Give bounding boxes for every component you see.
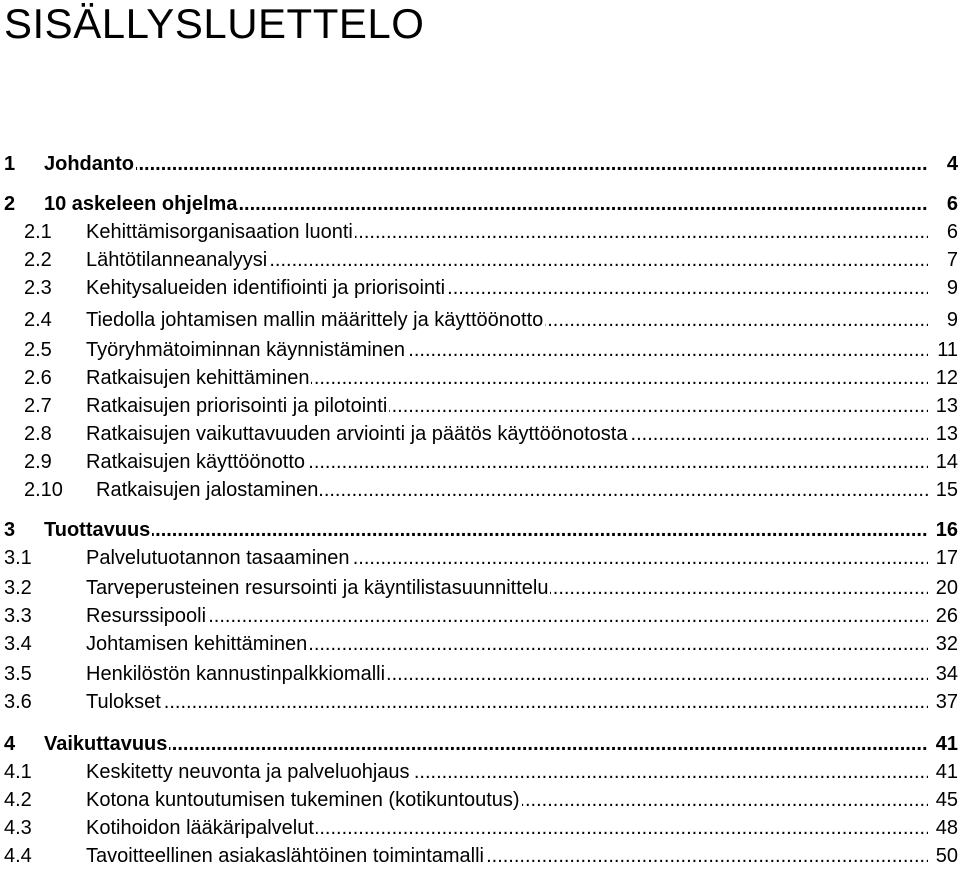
toc-number: 2.8 bbox=[24, 423, 52, 445]
toc-number: 1 bbox=[4, 153, 16, 175]
toc-page-number: 50 bbox=[934, 842, 958, 870]
toc-number: 2.6 bbox=[24, 367, 52, 389]
toc-title: Resurssipooli bbox=[86, 605, 207, 627]
toc-title: Kehittämisorganisaation luonti bbox=[86, 221, 353, 243]
toc-page-number: 13 bbox=[934, 392, 958, 420]
toc-entry[interactable] bbox=[0, 392, 958, 420]
toc-entry[interactable] bbox=[0, 364, 958, 392]
toc-entry[interactable] bbox=[0, 574, 958, 602]
toc-number: 4.4 bbox=[4, 845, 32, 867]
toc-page-number: 41 bbox=[934, 730, 958, 758]
toc-entry[interactable] bbox=[0, 630, 958, 658]
toc-entry[interactable] bbox=[0, 246, 958, 274]
toc-entry[interactable] bbox=[0, 688, 958, 716]
toc-entry[interactable] bbox=[0, 150, 958, 178]
toc-number: 4.1 bbox=[4, 761, 32, 783]
toc-title: Tiedolla johtamisen mallin määrittely ja käyttöönotto bbox=[86, 309, 544, 331]
toc-page-number: 20 bbox=[934, 574, 958, 602]
toc-title: Johdanto bbox=[44, 153, 134, 175]
toc-page-number: 15 bbox=[934, 476, 958, 504]
toc-title: Työryhmätoiminnan käynnistäminen bbox=[86, 339, 406, 361]
toc-page-number: 11 bbox=[935, 336, 958, 364]
toc-number: 2.9 bbox=[24, 451, 52, 473]
toc-title: 10 askeleen ohjelma bbox=[44, 193, 238, 215]
toc-number: 2.2 bbox=[24, 249, 52, 271]
toc-page-number: 32 bbox=[934, 630, 958, 658]
toc-entry[interactable] bbox=[0, 448, 958, 476]
toc-page-number: 9 bbox=[945, 274, 958, 302]
toc-page-number: 26 bbox=[934, 602, 958, 630]
toc-title: Ratkaisujen jalostaminen bbox=[96, 479, 319, 501]
toc-title: Palvelutuotannon tasaaminen bbox=[86, 547, 350, 569]
toc-title: Tavoitteellinen asiakaslähtöinen toimintamalli bbox=[86, 845, 484, 867]
toc-number: 3.6 bbox=[4, 691, 32, 713]
toc-entry[interactable] bbox=[0, 190, 958, 218]
toc-page-number: 16 bbox=[934, 516, 958, 544]
toc-page-number: 41 bbox=[934, 758, 958, 786]
toc-number: 3 bbox=[4, 519, 16, 541]
toc-number: 3.4 bbox=[4, 633, 32, 655]
toc-title: Kotona kuntoutumisen tukeminen (kotikuntoutus) bbox=[86, 789, 520, 811]
toc-page-number: 12 bbox=[934, 364, 958, 392]
toc-entry[interactable] bbox=[0, 544, 958, 572]
toc-number: 3.2 bbox=[4, 577, 32, 599]
toc-number: 2.7 bbox=[24, 395, 52, 417]
toc-number: 3.5 bbox=[4, 663, 32, 685]
toc-number: 4.3 bbox=[4, 817, 32, 839]
toc-number: 2.1 bbox=[24, 221, 52, 243]
toc-entry[interactable] bbox=[0, 758, 958, 786]
toc-title: Kotihoidon lääkäripalvelut bbox=[86, 817, 314, 839]
toc-number: 3.1 bbox=[4, 547, 32, 569]
toc-number: 2.10 bbox=[24, 479, 63, 501]
toc-page-number: 48 bbox=[934, 814, 958, 842]
toc-page-number: 17 bbox=[934, 544, 958, 572]
toc-entry[interactable] bbox=[0, 786, 958, 814]
toc-title: Vaikuttavuus bbox=[44, 733, 168, 755]
toc-title: Ratkaisujen vaikuttavuuden arviointi ja päätös käyttöönotosta bbox=[86, 423, 628, 445]
toc-title: Kehitysalueiden identifiointi ja priorisointi bbox=[86, 277, 446, 299]
toc-title: Tuottavuus bbox=[44, 519, 151, 541]
toc-page-number: 14 bbox=[934, 448, 958, 476]
toc-entry[interactable] bbox=[0, 274, 958, 302]
toc-entry[interactable] bbox=[0, 730, 958, 758]
toc-entry[interactable] bbox=[0, 306, 958, 334]
toc-number: 4 bbox=[4, 733, 16, 755]
toc-title: Ratkaisujen priorisointi ja pilotointi bbox=[86, 395, 388, 417]
toc-entry[interactable] bbox=[0, 476, 958, 504]
toc-number: 3.3 bbox=[4, 605, 32, 627]
toc-page-number: 9 bbox=[945, 306, 958, 334]
toc-title: Ratkaisujen käyttöönotto bbox=[86, 451, 306, 473]
toc-entry[interactable] bbox=[0, 814, 958, 842]
toc-entry[interactable] bbox=[0, 602, 958, 630]
toc-entry[interactable] bbox=[0, 218, 958, 246]
toc-entry[interactable] bbox=[0, 842, 958, 870]
toc-title: Tarveperusteinen resursointi ja käyntilistasuunnittelu bbox=[86, 577, 549, 599]
toc-title: Lähtötilanneanalyysi bbox=[86, 249, 268, 271]
toc-number: 2.3 bbox=[24, 277, 52, 299]
toc-page-number: 6 bbox=[945, 218, 958, 246]
toc-page-number: 6 bbox=[945, 190, 958, 218]
toc-title: Keskitetty neuvonta ja palveluohjaus bbox=[86, 761, 410, 783]
toc-title: Henkilöstön kannustinpalkkiomalli bbox=[86, 663, 386, 685]
toc-entry[interactable] bbox=[0, 336, 958, 364]
toc-page-number: 7 bbox=[945, 246, 958, 274]
toc-number: 4.2 bbox=[4, 789, 32, 811]
toc-page-number: 37 bbox=[934, 688, 958, 716]
toc-page-number: 45 bbox=[934, 786, 958, 814]
toc-entry[interactable] bbox=[0, 516, 958, 544]
page-title: SISÄLLYSLUETTELO bbox=[4, 0, 425, 47]
toc-number: 2 bbox=[4, 193, 16, 215]
toc-title: Johtamisen kehittäminen bbox=[86, 633, 308, 655]
toc-entry[interactable] bbox=[0, 660, 958, 688]
toc-number: 2.4 bbox=[24, 309, 52, 331]
toc-page-number: 13 bbox=[934, 420, 958, 448]
toc-title: Ratkaisujen kehittäminen bbox=[86, 367, 310, 389]
toc-page-number: 4 bbox=[945, 150, 958, 178]
toc-entry[interactable] bbox=[0, 420, 958, 448]
toc-number: 2.5 bbox=[24, 339, 52, 361]
toc-title: Tulokset bbox=[86, 691, 161, 713]
toc-page-number: 34 bbox=[934, 660, 958, 688]
